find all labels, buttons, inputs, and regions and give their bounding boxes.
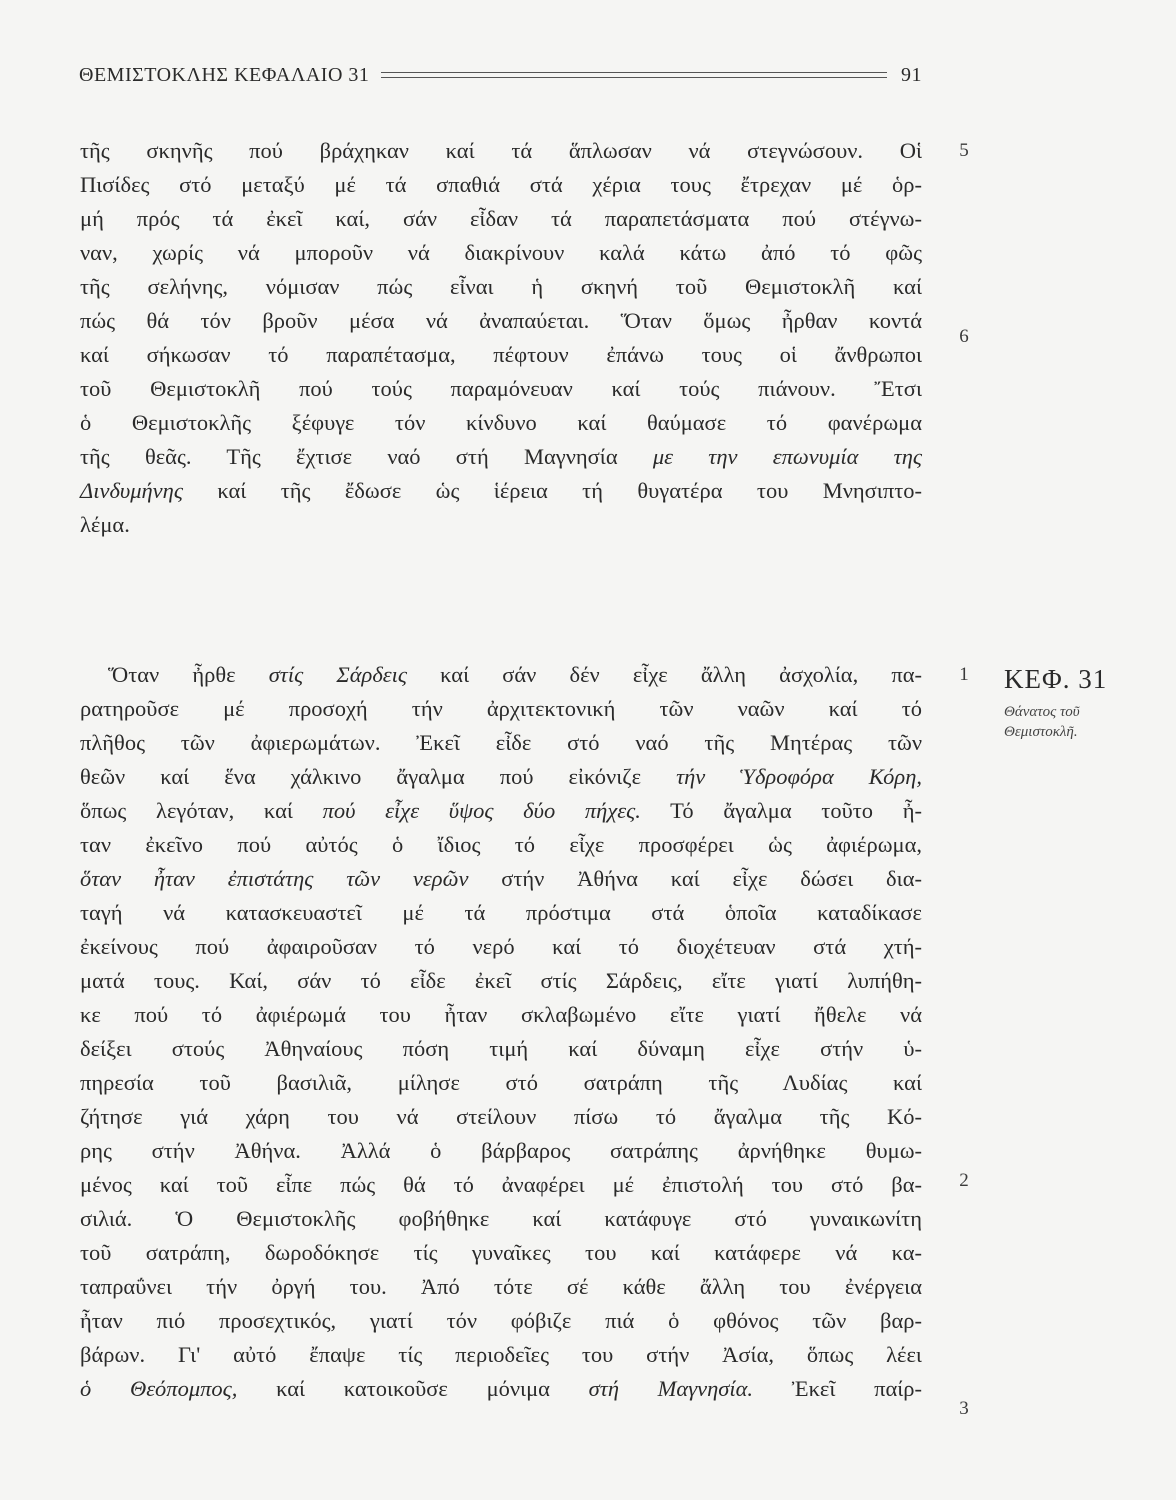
text-segment: θεῶν καί ἕνα χάλκινο ἄγαλμα πού εἰκόνιζε bbox=[80, 764, 642, 789]
text-line: τοῦ σατράπη, δωροδόκησε τίς γυναῖκες του καί κατάφερε νά κα- bbox=[80, 1240, 922, 1265]
text-line: μή πρός τά ἐκεῖ καί, σάν εἶδαν τά παραπετάσματα πού στέγνω- bbox=[80, 206, 922, 231]
italic-segment: Δινδυμήνης bbox=[80, 478, 183, 503]
text-line: πώς θά τόν βροῦν μέσα νά ἀναπαύεται. Ὅταν ὅμως ἦρθαν κοντά bbox=[80, 308, 922, 333]
chapter-subtitle: Θεμιστοκλῆ. bbox=[1004, 724, 1078, 740]
text-line: τῆς σκηνῆς πού βράχηκαν καί τά ἅπλωσαν νά στεγνώσουν. Οἱ bbox=[80, 138, 922, 163]
margin-line-number: 3 bbox=[959, 1398, 969, 1419]
text-line bbox=[80, 1372, 922, 1406]
text-line: πλῆθος τῶν ἀφιερωμάτων. Ἐκεῖ εἶδε στό ναό τῆς Μητέρας τῶν bbox=[80, 730, 922, 755]
margin-line-number: 1 bbox=[959, 664, 969, 685]
text-segment: καί σάν δέν εἶχε ἄλλη ἀσχολία, πα- bbox=[440, 662, 922, 687]
text-line: δείξει στούς Ἀθηναίους πόση τιμή καί δύναμη εἶχε στήν ὑ- bbox=[80, 1036, 922, 1061]
italic-segment: στίς Σάρδεις bbox=[268, 662, 408, 687]
italic-segment: τήν Ὑδροφόρα Κόρη, bbox=[676, 764, 922, 789]
text-line: τοῦ Θεμιστοκλῆ πού τούς παραμόνευαν καί τούς πιάνουν. Ἔτσι bbox=[80, 376, 922, 401]
text-line: ἐκείνους πού ἀφαιροῦσαν τό νερό καί τό διοχέτευαν στά χτή- bbox=[80, 934, 922, 959]
running-header bbox=[79, 62, 922, 88]
text-segment: στήν Ἀθήνα καί εἶχε δώσει δια- bbox=[501, 866, 922, 891]
text-segment: Ἐκεῖ παίρ- bbox=[791, 1376, 923, 1401]
text-line bbox=[80, 760, 922, 794]
text-line bbox=[80, 794, 922, 828]
text-line: ταγή νά κατασκευαστεῖ μέ τά πρόστιμα στά ὁποῖα καταδίκασε bbox=[80, 900, 922, 925]
text-segment: καί τῆς ἔδωσε ὡς ἱέρεια τή θυγατέρα του Μνησιπτο- bbox=[217, 478, 923, 503]
italic-segment: με την επωνυμία της bbox=[652, 444, 923, 469]
text-segment: καί κατοικοῦσε μόνιμα bbox=[276, 1376, 550, 1401]
text-line: τῆς σελήνης, νόμισαν πώς εἶναι ἡ σκηνή τοῦ Θεμιστοκλῆ καί bbox=[80, 274, 922, 299]
text-segment: Ὅταν ἦρθε bbox=[108, 662, 236, 687]
text-line bbox=[80, 658, 922, 692]
text-line: ἦταν πιό προσεχτικός, γιατί τόν φόβιζε πιά ὁ φθόνος τῶν βαρ- bbox=[80, 1308, 922, 1333]
header-rule bbox=[381, 72, 887, 78]
text-line: Πισίδες στό μεταξύ μέ τά σπαθιά στά χέρια τους ἔτρεχαν μέ ὁρ- bbox=[80, 172, 922, 197]
text-line: μένος καί τοῦ εἶπε πώς θά τό ἀναφέρει μέ ἐπιστολή του στό βα- bbox=[80, 1172, 922, 1197]
margin-line-number: 2 bbox=[959, 1170, 969, 1191]
margin-line-number: 5 bbox=[959, 140, 969, 161]
italic-segment: πού εἶχε ὕψος δύο πήχες. bbox=[322, 798, 641, 823]
text-line bbox=[80, 474, 922, 508]
text-segment: τῆς θεᾶς. Τῆς ἔχτισε ναό στή Μαγνησία bbox=[80, 444, 618, 469]
text-line: ρατηροῦσε μέ προσοχή τήν ἀρχιτεκτονική τῶν ναῶν καί τό bbox=[80, 696, 922, 721]
italic-segment: ὅταν ἦταν ἐπιστάτης τῶν νερῶν bbox=[80, 866, 469, 891]
text-line: κε πού τό ἀφιέρωμά του ἦταν σκλαβωμένο εἴτε γιατί ἤθελε νά bbox=[80, 1002, 922, 1027]
running-title: ΘΕΜΙΣΤΟΚΛΗΣ ΚΕΦΑΛΑΙΟ 31 bbox=[79, 63, 370, 86]
text-line: ζήτησε γιά χάρη του νά στείλουν πίσω τό ἄγαλμα τῆς Κό- bbox=[80, 1104, 922, 1129]
text-line: ταπραΰνει τήν ὀργή του. Ἀπό τότε σέ κάθε ἄλλη του ἐνέργεια bbox=[80, 1274, 922, 1299]
margin-line-number: 6 bbox=[959, 326, 969, 347]
text-line: σιλιά. Ὁ Θεμιστοκλῆς φοβήθηκε καί κατάφυγε στό γυναικωνίτη bbox=[80, 1206, 922, 1231]
text-line: λέμα. bbox=[80, 512, 130, 537]
text-segment: Τό ἄγαλμα τοῦτο ἦ- bbox=[670, 798, 923, 823]
text-line: ρης στήν Ἀθήνα. Ἀλλά ὁ βάρβαρος σατράπης ἀρνήθηκε θυμω- bbox=[80, 1138, 922, 1163]
text-line bbox=[80, 862, 922, 896]
text-line: ταν ἐκεῖνο πού αὐτός ὁ ἴδιος τό εἶχε προσφέρει ὡς ἀφιέρωμα, bbox=[80, 832, 922, 857]
page-number: 91 bbox=[901, 63, 922, 86]
italic-segment: στή Μαγνησία. bbox=[588, 1376, 754, 1401]
text-line: ὁ Θεμιστοκλῆς ξέφυγε τόν κίνδυνο καί θαύμασε τό φανέρωμα bbox=[80, 410, 922, 435]
chapter-subtitle: Θάνατος τοῦ bbox=[1004, 704, 1080, 720]
chapter-heading: ΚΕΦ. 31 bbox=[1004, 664, 1108, 694]
text-line: ναν, χωρίς νά μποροῦν νά διακρίνουν καλά κάτω ἀπό τό φῶς bbox=[80, 240, 922, 265]
text-line: ματά τους. Καί, σάν τό εἶδε ἐκεῖ στίς Σάρδεις, εἴτε γιατί λυπήθη- bbox=[80, 968, 922, 993]
text-line: πηρεσία τοῦ βασιλιᾶ, μίλησε στό σατράπη τῆς Λυδίας καί bbox=[80, 1070, 922, 1095]
text-segment: ὅπως λεγόταν, καί bbox=[80, 798, 293, 823]
text-line bbox=[80, 440, 922, 474]
text-line: καί σήκωσαν τό παραπέτασμα, πέφτουν ἐπάνω τους οἱ ἄνθρωποι bbox=[80, 342, 922, 367]
text-line: βάρων. Γι' αὐτό ἔπαψε τίς περιοδεῖες του στήν Ἀσία, ὅπως λέει bbox=[80, 1342, 922, 1367]
italic-segment: ὁ Θεόπομπος, bbox=[80, 1376, 238, 1401]
